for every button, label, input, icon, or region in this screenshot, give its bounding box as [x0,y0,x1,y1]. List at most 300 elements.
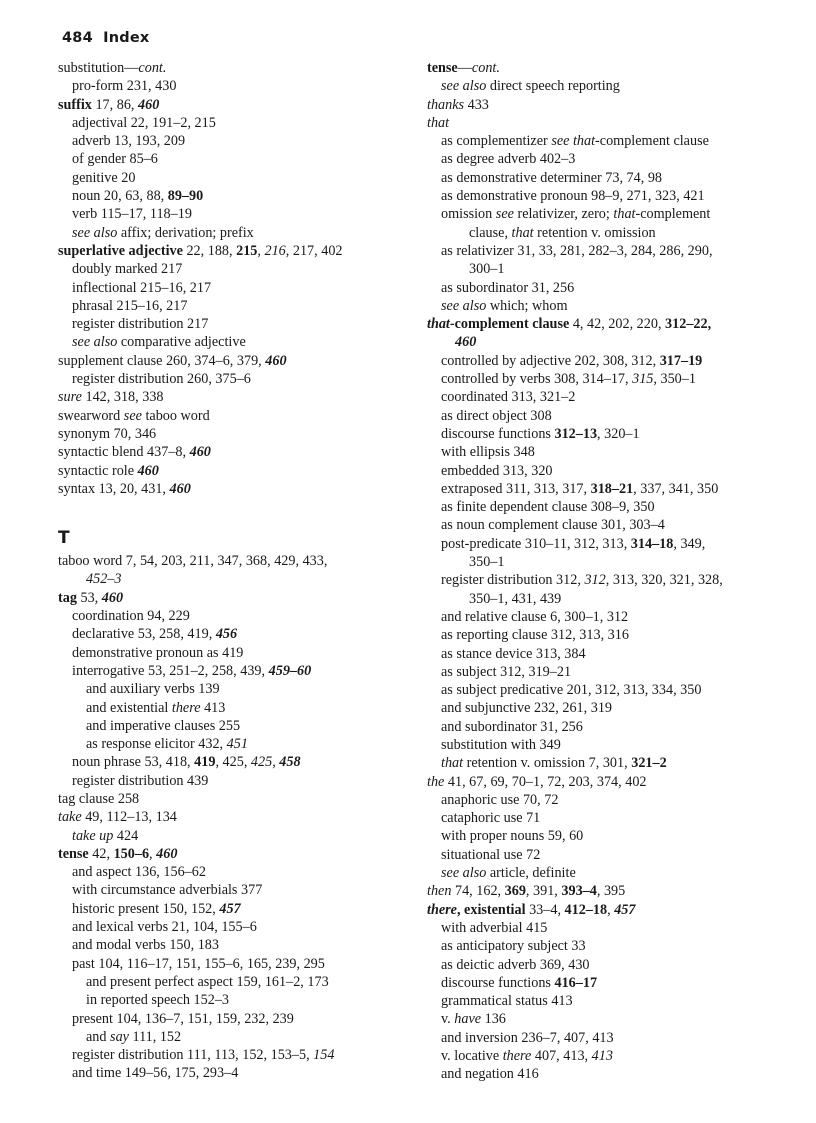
entry-text: 350–1, 431, 439 [469,590,562,607]
index-entry [58,443,413,461]
entry-text: as direct object 308 [441,407,552,424]
entry-text: register distribution 111, 113, 152, 153–5, [72,1047,314,1064]
entry-text: adverb 13, 193, 209 [72,133,186,150]
entry-text: -complement [635,206,711,223]
entry-text: omission [441,206,496,223]
index-subentry [58,735,413,753]
entry-text: interrogative 53, 251–2, 258, 439, [72,662,269,679]
entry-text: and inversion 236–7, 407, 413 [441,1029,614,1046]
entry-text: 459–60 [268,662,312,679]
entry-text: 419 [194,754,216,771]
index-subentry [58,224,413,242]
index-subentry [58,772,413,790]
index-subentry [58,169,413,187]
entry-text: see also [72,334,118,351]
entry-text: with circumstance adverbials 377 [72,882,263,899]
index-subentry [58,370,413,388]
entry-text: inflectional 215–16, 217 [72,279,212,296]
entry-text: and relative clause 6, 300–1, 312 [441,608,629,625]
index-subentry [427,224,777,242]
entry-text: 393–4 [561,883,597,900]
entry-text: tense [58,845,89,862]
entry-text: 216 [264,242,286,259]
entry-text: as subject 312, 319–21 [441,663,572,680]
entry-text: as degree adverb 402–3 [441,151,576,168]
entry-text: that [427,316,450,333]
section-title: Index [103,30,150,46]
entry-text: 321–2 [631,755,667,772]
entry-text: with adverbial 415 [441,919,548,936]
entry-text: 312–13 [554,425,598,442]
entry-text: with ellipsis 348 [441,444,535,461]
index-subentry [58,187,413,205]
index-subentry [427,553,777,571]
index-subentry [427,297,777,315]
entry-text: sure [58,389,82,406]
index-subentry [58,991,413,1009]
entry-text: and existential [86,699,172,716]
index-subentry [427,699,777,717]
entry-text: in reported speech 152–3 [86,992,230,1009]
index-subentry [427,150,777,168]
entry-text: 460 [101,589,124,606]
entry-text: synonym 70, 346 [58,425,157,442]
entry-text: then [427,883,452,900]
entry-text: , [607,901,615,918]
entry-text: , 313, 320, 321, 328, [605,572,723,589]
index-subentry [427,370,777,388]
index-subentry [427,718,777,736]
index-subentry [427,443,777,461]
entry-text: and aspect 136, 156–62 [72,864,206,881]
entry-text: tag [58,589,77,606]
entry-text: register distribution 312, [441,572,585,589]
entry-text: 412–18 [564,901,608,918]
entry-text: , [272,754,280,771]
entry-text: 154 [313,1047,335,1064]
index-entry [427,773,777,791]
entry-text: have [454,1011,482,1028]
index-subentry [427,480,777,498]
index-column-left [58,59,413,1083]
entry-text: cont. [138,60,167,76]
entry-text: , [257,242,265,259]
entry-text: adjectival 22, 191–2, 215 [72,114,216,131]
entry-text: , 395 [596,883,626,900]
entry-text: past 104, 116–17, 151, 155–6, 165, 239, 295 [72,955,325,972]
entry-text: phrasal 215–16, 217 [72,297,188,314]
index-entry [58,407,413,425]
entry-text: swearword [58,407,124,424]
entry-text: there [171,699,201,716]
index-entry [427,882,777,900]
entry-text: as complementizer [441,133,552,150]
index-subentry [58,644,413,662]
entry-text: see also [72,224,118,241]
entry-text: that [511,224,534,241]
entry-text: demonstrative pronoun as 419 [72,644,244,661]
entry-text: 150–6 [113,845,150,862]
entry-text: as reporting clause 312, 313, 316 [441,627,629,644]
index-subentry [58,900,413,918]
entry-text: , 337, 341, 350 [633,480,719,497]
index-subentry [427,425,777,443]
index-entry [58,462,413,480]
entry-text: 433 [464,96,489,113]
entry-text: 22, 188, [182,242,237,259]
entry-text: 142, 318, 338 [81,389,164,406]
entry-text: , 217, 402 [285,242,343,259]
index-subentry [58,863,413,881]
index-subentry [58,753,413,771]
index-subentry [427,590,777,608]
entry-text: declarative 53, 258, 419, [72,626,216,643]
index-subentry [427,645,777,663]
index-subentry [58,717,413,735]
entry-text: discourse functions [441,425,555,442]
entry-text: see also [441,78,487,95]
entry-text: register distribution 439 [72,772,209,789]
entry-text: verb 115–17, 118–19 [72,206,192,223]
index-subentry [427,663,777,681]
index-entry [58,552,413,570]
index-entry [58,388,413,406]
entry-text: article, definite [486,865,576,882]
entry-text: 452–3 [86,571,122,588]
entry-text: -complement clause [449,316,570,333]
entry-text: 350–1 [469,554,505,571]
entry-text: as subordinator 31, 256 [441,279,575,296]
index-subentry [427,388,777,406]
index-subentry [58,333,413,351]
entry-text: 4, 42, 202, 220, [569,316,666,333]
entry-text: 460 [138,96,160,113]
index-subentry [427,352,777,370]
entry-text: embedded 313, 320 [441,462,553,479]
index-subentry [427,1010,777,1028]
entry-text: coordinated 313, 321–2 [441,389,576,406]
index-subentry [427,516,777,534]
index-subentry [427,809,777,827]
entry-text: 74, 162, [451,883,505,900]
index-entry [58,59,413,77]
index-entry [427,96,777,114]
entry-text: and subjunctive 232, 261, 319 [441,700,613,717]
entry-text: that [441,755,464,772]
index-subentry [427,571,777,589]
entry-text: post-predicate 310–11, 312, 313, [441,535,631,552]
index-subentry [427,242,777,260]
entry-text: that [427,114,450,131]
index-subentry [58,973,413,991]
index-column-right [427,59,777,1084]
entry-text: and negation 416 [441,1066,539,1083]
index-subentry [58,1010,413,1028]
index-subentry [427,535,777,553]
entry-text: and auxiliary verbs 139 [86,681,220,698]
index-subentry [58,625,413,643]
entry-text: as finite dependent clause 308–9, 350 [441,499,655,516]
index-subentry [58,570,413,588]
running-header [62,30,149,46]
entry-text: clause, [469,224,512,241]
index-subentry [58,881,413,899]
entry-text: 33–4, [525,901,565,918]
index-subentry [58,607,413,625]
entry-text: 315 [632,371,654,388]
index-subentry [58,680,413,698]
entry-text: historic present 150, 152, [72,900,220,917]
entry-text: 318–21 [590,480,634,497]
index-subentry [427,333,777,351]
entry-text: superlative adjective [58,242,183,259]
index-subentry [58,260,413,278]
index-entry [58,425,413,443]
index-subentry [427,279,777,297]
entry-text: 111, 152 [128,1028,182,1045]
entry-text: controlled by adjective 202, 308, 312, [441,352,660,369]
index-subentry [427,626,777,644]
entry-text: anaphoric use 70, 72 [441,791,559,808]
entry-text: present 104, 136–7, 151, 159, 232, 239 [72,1010,294,1027]
entry-text: register distribution 260, 375–6 [72,371,251,388]
entry-text: 312–22, [665,316,712,333]
entry-text: doubly marked 217 [72,261,183,278]
index-subentry [427,937,777,955]
index-subentry [58,150,413,168]
index-entry [58,96,413,114]
entry-text: as demonstrative determiner 73, 74, 98 [441,169,663,186]
entry-text: retention v. omission [533,224,656,241]
entry-text: 457 [614,901,636,918]
index-entry [427,114,777,132]
entry-text: take up [72,827,114,844]
entry-text: as relativizer 31, 33, 281, 282–3, 284, 286, 290, [441,242,713,259]
entry-text: 460 [169,480,191,497]
index-subentry [427,462,777,480]
entry-text: as noun complement clause 301, 303–4 [441,517,665,534]
entry-text: see also [441,865,487,882]
entry-text: 460 [137,462,159,479]
entry-text: and [86,1028,111,1045]
entry-text: 458 [279,754,301,771]
index-subentry [58,936,413,954]
entry-text: 49, 112–13, 134 [81,809,177,826]
entry-text: substitution— [58,60,139,76]
entry-text: 314–18 [630,535,674,552]
entry-text: suffix [58,96,92,113]
entry-text: syntax 13, 20, 431, [58,480,170,497]
entry-text: with proper nouns 59, 60 [441,828,584,845]
entry-text: , 391, [525,883,562,900]
index-entry [427,315,777,333]
index-subentry [427,956,777,974]
entry-text: see that [551,133,596,150]
index-subentry [58,114,413,132]
entry-text: 312 [584,572,606,589]
entry-text: 369 [504,883,526,900]
index-entry [58,589,413,607]
index-subentry [427,187,777,205]
index-subentry [427,992,777,1010]
index-subentry [58,279,413,297]
entry-text: see [123,407,142,424]
index-subentry [427,864,777,882]
entry-text: relativizer, zero; [513,206,614,223]
entry-text: 317–19 [659,352,703,369]
entry-text: and subordinator 31, 256 [441,718,583,735]
entry-text: thanks [427,96,465,113]
index-subentry [58,297,413,315]
entry-text: 451 [226,736,248,753]
entry-text: syntactic blend 437–8, [58,444,190,461]
entry-text: noun phrase 53, 418, [72,754,195,771]
entry-text: see also [441,297,487,314]
entry-text: 460 [189,444,211,461]
index-subentry [427,754,777,772]
entry-text: coordination 94, 229 [72,608,190,625]
entry-text: as subject predicative 201, 312, 313, 334, 350 [441,682,702,699]
index-entry [58,352,413,370]
entry-text: affix; derivation; prefix [117,224,254,241]
index-subentry [427,407,777,425]
index-entry [427,901,777,919]
entry-text: , 320–1 [597,425,640,442]
entry-text: as demonstrative pronoun 98–9, 271, 323, 421 [441,188,705,205]
index-subentry [58,955,413,973]
index-subentry [427,608,777,626]
index-subentry [427,1065,777,1083]
entry-text: noun 20, 63, 88, [72,188,168,205]
index-subentry [58,205,413,223]
entry-text: and imperative clauses 255 [86,717,241,734]
entry-text: v. [441,1011,455,1028]
entry-text: that [613,206,636,223]
entry-text: 89–90 [167,188,204,205]
index-subentry [427,169,777,187]
entry-text: there [427,901,457,918]
entry-text: as anticipatory subject 33 [441,938,586,955]
index-subentry [427,974,777,992]
index-entry [427,59,777,77]
entry-text: take [58,809,82,826]
entry-text: — [457,60,472,76]
index-subentry [58,132,413,150]
entry-text: as deictic adverb 369, 430 [441,956,590,973]
index-subentry [427,77,777,95]
section-letter-heading [58,524,413,552]
entry-text: retention v. omission 7, 301, [463,755,632,772]
entry-text: tag clause 258 [58,790,140,807]
entry-text: discourse functions [441,974,555,991]
entry-text: pro-form 231, 430 [72,78,177,95]
entry-text: the [427,773,445,790]
entry-text: situational use 72 [441,846,541,863]
index-subentry [58,1046,413,1064]
entry-text: , 425, [215,754,251,771]
index-entry [58,845,413,863]
entry-text: supplement clause 260, 374–6, 379, [58,352,266,369]
entry-text: , 350–1 [653,371,696,388]
index-subentry [427,736,777,754]
entry-text: of gender 85–6 [72,151,158,168]
index-subentry [58,1064,413,1082]
entry-text: v. locative [441,1048,503,1065]
index-subentry [427,498,777,516]
index-subentry [427,1047,777,1065]
entry-text: which; whom [486,297,568,314]
entry-text: , existential [456,901,526,918]
entry-text: there [502,1048,532,1065]
index-entry [58,808,413,826]
entry-text: 460 [156,845,178,862]
entry-text: 41, 67, 69, 70–1, 72, 203, 374, 402 [444,773,647,790]
index-subentry [427,132,777,150]
index-subentry [427,681,777,699]
entry-text: and lexical verbs 21, 104, 155–6 [72,919,257,936]
entry-text: 413 [591,1048,613,1065]
index-subentry [58,918,413,936]
index-subentry [58,77,413,95]
entry-text: and modal verbs 150, 183 [72,937,219,954]
entry-text: substitution with 349 [441,736,561,753]
entry-text: and present perfect aspect 159, 161–2, 173 [86,973,329,990]
index-subentry [58,662,413,680]
entry-text: see [495,206,514,223]
entry-text: , 349, [673,535,706,552]
entry-text: 460 [455,334,477,351]
page-number: 484 [62,30,93,46]
entry-text: as stance device 313, 384 [441,645,586,662]
entry-text: comparative adjective [117,334,246,351]
entry-text: as response elicitor 432, [86,736,227,753]
entry-text: controlled by verbs 308, 314–17, [441,371,633,388]
entry-text: 413 [200,699,226,716]
entry-text: genitive 20 [72,169,136,186]
index-subentry [58,315,413,333]
entry-text: cataphoric use 71 [441,810,541,827]
index-subentry [427,205,777,223]
index-subentry [58,699,413,717]
entry-text: tense [427,60,458,76]
index-subentry [58,827,413,845]
entry-text: and time 149–56, 175, 293–4 [72,1065,239,1082]
entry-text: 416–17 [554,974,598,991]
entry-text: , [149,845,157,862]
entry-text: 407, 413, [531,1048,592,1065]
entry-text: -complement clause [595,133,709,150]
entry-text: cont. [471,60,500,76]
entry-text: 460 [265,352,287,369]
entry-text: register distribution 217 [72,316,209,333]
index-subentry [427,260,777,278]
section-spacer [58,498,413,524]
entry-text: extraposed 311, 313, 317, [441,480,591,497]
entry-text: 53, [76,589,102,606]
entry-text: syntactic role [58,462,138,479]
entry-text: 424 [113,827,139,844]
index-subentry [427,1029,777,1047]
index-subentry [427,827,777,845]
entry-text: 215 [236,242,258,259]
entry-text: taboo word 7, 54, 203, 211, 347, 368, 429, 433, [58,553,328,570]
entry-text: 456 [215,626,238,643]
index-subentry [58,1028,413,1046]
entry-text: grammatical status 413 [441,993,573,1010]
index-subentry [427,846,777,864]
entry-text: 42, [88,845,114,862]
index-subentry [427,791,777,809]
